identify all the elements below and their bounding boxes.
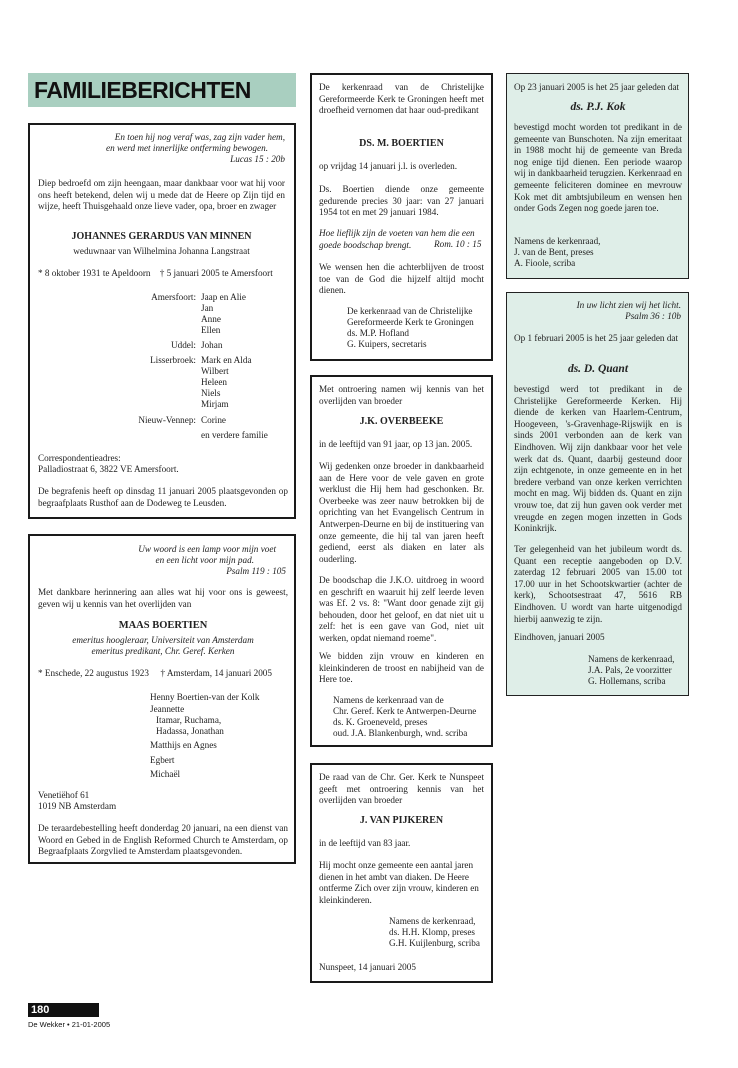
dates-text: * Enschede, 22 augustus 1923 † Amsterdam, 14 januari 2005 bbox=[38, 668, 272, 678]
place-date: Eindhoven, januari 2005 bbox=[514, 632, 605, 642]
intro-text: Op 23 januari 2005 is het 25 jaar geleden dat bbox=[514, 82, 680, 92]
deceased-name: MAAS BOERTIEN bbox=[118, 620, 208, 631]
family-name: Ellen bbox=[201, 325, 221, 335]
family-end: en verdere familie bbox=[201, 430, 268, 440]
deceased-name: J. VAN PIJKEREN bbox=[359, 815, 444, 826]
address-label: Correspondentieadres: bbox=[38, 453, 121, 463]
signature-line: ds. H.H. Klomp, preses bbox=[389, 927, 475, 937]
family-name: Heleen bbox=[201, 377, 228, 387]
verse-ref: Psalm 36 : 10b bbox=[625, 311, 681, 321]
notice-text: bevestigd mocht worden tot predikant in de gemeente van Bunschoten. Na zijn emeritaat in 1988 mocht hij de gemeente van Breda nog enige tijd dienen. Een periode waarop wij in dankbaarheid terugzien. Kerkenraad en gemeente feliciteren dominee en mevrouw Kok met dit ambtsjubileum en wensen hen onder Gods Zegen nog goede jaren toe. bbox=[514, 122, 682, 214]
signature-line: ds. M.P. Hofland bbox=[347, 328, 410, 338]
signature-line: J. van de Bent, preses bbox=[514, 247, 594, 257]
notice-text: Ds. Boertien diende onze gemeente gedurende precies 30 jaar: van 27 januari 1954 tot en met 29 januari 1984. bbox=[319, 184, 484, 218]
verse-text: Hoe lieflijk zijn de voeten van hem die een goede boodschap brengt. bbox=[319, 228, 475, 250]
family-name: Jeannette bbox=[150, 704, 185, 714]
signature-line: Namens de kerkenraad, bbox=[389, 916, 476, 926]
verse-line: In uw licht zien wij het licht. bbox=[576, 300, 681, 310]
verse-ref: Rom. 10 : 15 bbox=[434, 239, 482, 249]
notice-text: bevestigd werd tot predikant in de Christelijke Gereformeerde Kerken. Hij diende de kerken van Haarlem-Centrum, Hoogeveen, 's-Gravenhage-Rijswijk en is sinds 2001 verbonden aan de kerk van Eindhoven. Wij zijn dankbaar voor het vele werk dat ds. Quant, daarbij gesteund door zijn echtgenote, in onze gemeente en in het bredere verband van onze kerken verrichten mocht en mag. Wij bidden ds. Quant en zijn vrouw toe, dat zij hun gaven ook verder met vreugde en zegen mogen inzetten in Gods Koninkrijk. bbox=[514, 384, 682, 534]
address-line: 1019 NB Amsterdam bbox=[38, 801, 117, 811]
verse-ref: Psalm 119 : 105 bbox=[226, 566, 286, 576]
family-name: Itamar, Ruchama, bbox=[156, 715, 222, 725]
family-name: Mirjam bbox=[201, 399, 229, 409]
notice-text: in de leeftijd van 83 jaar. bbox=[319, 838, 411, 848]
deceased-name: DS. M. BOERTIEN bbox=[359, 138, 444, 149]
intro-text: De kerkenraad van de Christelijke Gereformeerde Kerk te Groningen heeft met droefheid vernomen dat haar oud-predikant bbox=[319, 82, 484, 116]
signature-line: G. Kuipers, secretaris bbox=[347, 339, 427, 349]
notice-text: op vrijdag 14 januari j.l. is overleden. bbox=[319, 161, 458, 171]
signature-line: Namens de kerkenraad van de bbox=[333, 695, 444, 705]
family-name: Henny Boertien-van der Kolk bbox=[150, 692, 260, 702]
page-number: 180 bbox=[31, 1004, 50, 1016]
family-place: Amersfoort: bbox=[151, 292, 196, 302]
signature-line: G.H. Kuijlenburg, scriba bbox=[389, 938, 480, 948]
signature-line: Namens de kerkenraad, bbox=[588, 654, 675, 664]
signature-line: Chr. Geref. Kerk te Antwerpen-Deurne bbox=[333, 706, 477, 716]
notice-text: Ter gelegenheid van het jubileum wordt ds. Quant een receptie aangeboden op D.V. zaterdag 12 februari 2005 van 15.00 tot 17.00 uur in het Schootskwartier (achter de kerk), Schootsestraat 47, 5616 RB Eindhoven. U wordt van harte uitgenodigd hierbij aanwezig te zijn. bbox=[514, 544, 682, 624]
title-line: emeritus predikant, Chr. Geref. Kerken bbox=[91, 646, 235, 656]
verse-line: en een licht voor mijn pad. bbox=[155, 555, 254, 565]
notice-text: Wij gedenken onze broeder in dankbaarheid aan de Here voor de vele gaven en grote werklust die Hij hem had geschonken. Br. Overbeeke was zeer nauw betrokken bij de oprichting van het Evangelisch Centrum in Antwerpen-Deurne en bij de instituering van onze gemeente, die hij tal van jaren heeft gediend, eerst als diaken en later als ouderling. bbox=[319, 461, 484, 564]
notice-text: in de leeftijd van 91 jaar, op 13 jan. 2005. bbox=[319, 439, 473, 449]
spouse-text: weduwnaar van Wilhelmina Johanna Langstraat bbox=[73, 246, 250, 256]
signature-line: J.A. Pals, 2e voorzitter bbox=[588, 665, 672, 675]
family-place: Nieuw-Vennep: bbox=[138, 415, 196, 425]
family-name: Corine bbox=[201, 415, 227, 425]
family-name: Hadassa, Jonathan bbox=[156, 726, 224, 736]
jubilee-name: ds. D. Quant bbox=[567, 363, 629, 375]
signature-line: A. Fioole, scriba bbox=[514, 258, 576, 268]
family-name: Egbert bbox=[150, 755, 175, 765]
family-name: Johan bbox=[201, 340, 223, 350]
place-date: Nunspeet, 14 januari 2005 bbox=[319, 962, 416, 972]
deceased-name: J.K. OVERBEEKE bbox=[359, 416, 444, 427]
signature-line: oud. J.A. Blankenburgh, wnd. scriba bbox=[333, 728, 468, 738]
publication-line: De Wekker • 21-01-2005 bbox=[28, 1020, 111, 1029]
funeral-text: De teraardebestelling heeft donderdag 20 januari, na een dienst van Woord en Gebed in de English Reformed Church te Amsterdam, op Begraafplaats Zorgvlied te Amsterdam plaatsgevonden. bbox=[38, 823, 288, 857]
family-place: Lisserbroek: bbox=[150, 355, 196, 365]
funeral-text: De begrafenis heeft op dinsdag 11 januari 2005 plaatsgevonden op begraafplaats Rusthof aan de Dodeweg te Leusden. bbox=[38, 486, 288, 508]
page-title: FAMILIEBERICHTEN bbox=[34, 77, 251, 103]
signature-line: Gereformeerde Kerk te Groningen bbox=[347, 317, 474, 327]
family-name: Jan bbox=[201, 303, 214, 313]
deceased-name: JOHANNES GERARDUS VAN MINNEN bbox=[71, 231, 252, 242]
family-name: Niels bbox=[201, 388, 221, 398]
intro-text: Met ontroering namen wij kennis van het overlijden van broeder bbox=[319, 384, 484, 406]
jubilee-name: ds. P.J. Kok bbox=[570, 101, 626, 113]
signature-line: ds. K. Groeneveld, preses bbox=[333, 717, 428, 727]
dates-text: * 8 oktober 1931 te Apeldoorn † 5 januari 2005 te Amersfoort bbox=[38, 268, 273, 278]
intro-text: De raad van de Chr. Ger. Kerk te Nunspeet geeft met ontroering kennis van het overlijden van broeder bbox=[319, 772, 484, 806]
notice-text: Hij mocht onze gemeente een aantal jaren dienen in het ambt van diaken. De Heere ontferme Zich over zijn vrouw, kinderen en kleinkinderen. bbox=[319, 860, 479, 905]
verse-ref: Lucas 15 : 20b bbox=[230, 154, 285, 164]
address-line: Venetiëhof 61 bbox=[38, 790, 90, 800]
verse-line: En toen hij nog veraf was, zag zijn vader hem, bbox=[114, 132, 285, 142]
notice-text: De boodschap die J.K.O. uitdroeg in woord en geschrift en waaruit hij zelf leerde leven was Ef. 2 vs. 8: "Want door genade zijt gij behouden, door het geloof, en dat niet uit u zelf: het is een gave van God, niet uit werken, opdat niemand roeme". bbox=[319, 575, 484, 643]
family-name: Mark en Alda bbox=[201, 355, 252, 365]
family-name: Anne bbox=[201, 314, 221, 324]
notice-text: We wensen hen die achterblijven de troost toe van de God die hijzelf altijd mocht dienen. bbox=[319, 262, 484, 296]
address-text: Palladiostraat 6, 3822 VE Amersfoort. bbox=[38, 464, 179, 474]
intro-text: Met dankbare herinnering aan alles wat hij voor ons is geweest, geven wij u kennis van het overlijden van bbox=[38, 587, 288, 609]
family-name: Wilbert bbox=[201, 366, 229, 376]
signature-line: De kerkenraad van de Christelijke bbox=[347, 306, 473, 316]
intro-text: Diep bedroefd om zijn heengaan, maar dankbaar voor wat hij voor ons heeft betekend, delen wij u mede dat de Heere op Zijn tijd en wijze, heeft Thuisgehaald onze lieve vader, opa, broer en zwager bbox=[38, 178, 285, 212]
family-name: Jaap en Alie bbox=[201, 292, 246, 302]
family-name: Matthijs en Agnes bbox=[150, 740, 217, 750]
verse-line: Uw woord is een lamp voor mijn voet bbox=[138, 544, 276, 554]
signature-line: G. Hollemans, scriba bbox=[588, 676, 666, 686]
signature-line: Namens de kerkenraad, bbox=[514, 236, 601, 246]
family-place: Uddel: bbox=[170, 340, 196, 350]
notice-text: We bidden zijn vrouw en kinderen en kleinkinderen de troost en nabijheid van de Here toe. bbox=[319, 651, 484, 685]
family-name: Michaël bbox=[150, 769, 181, 779]
title-line: emeritus hoogleraar, Universiteit van Amsterdam bbox=[72, 635, 254, 645]
intro-text: Op 1 februari 2005 is het 25 jaar geleden dat bbox=[514, 333, 679, 343]
verse-line: en werd met innerlijke ontferming bewogen. bbox=[106, 143, 268, 153]
